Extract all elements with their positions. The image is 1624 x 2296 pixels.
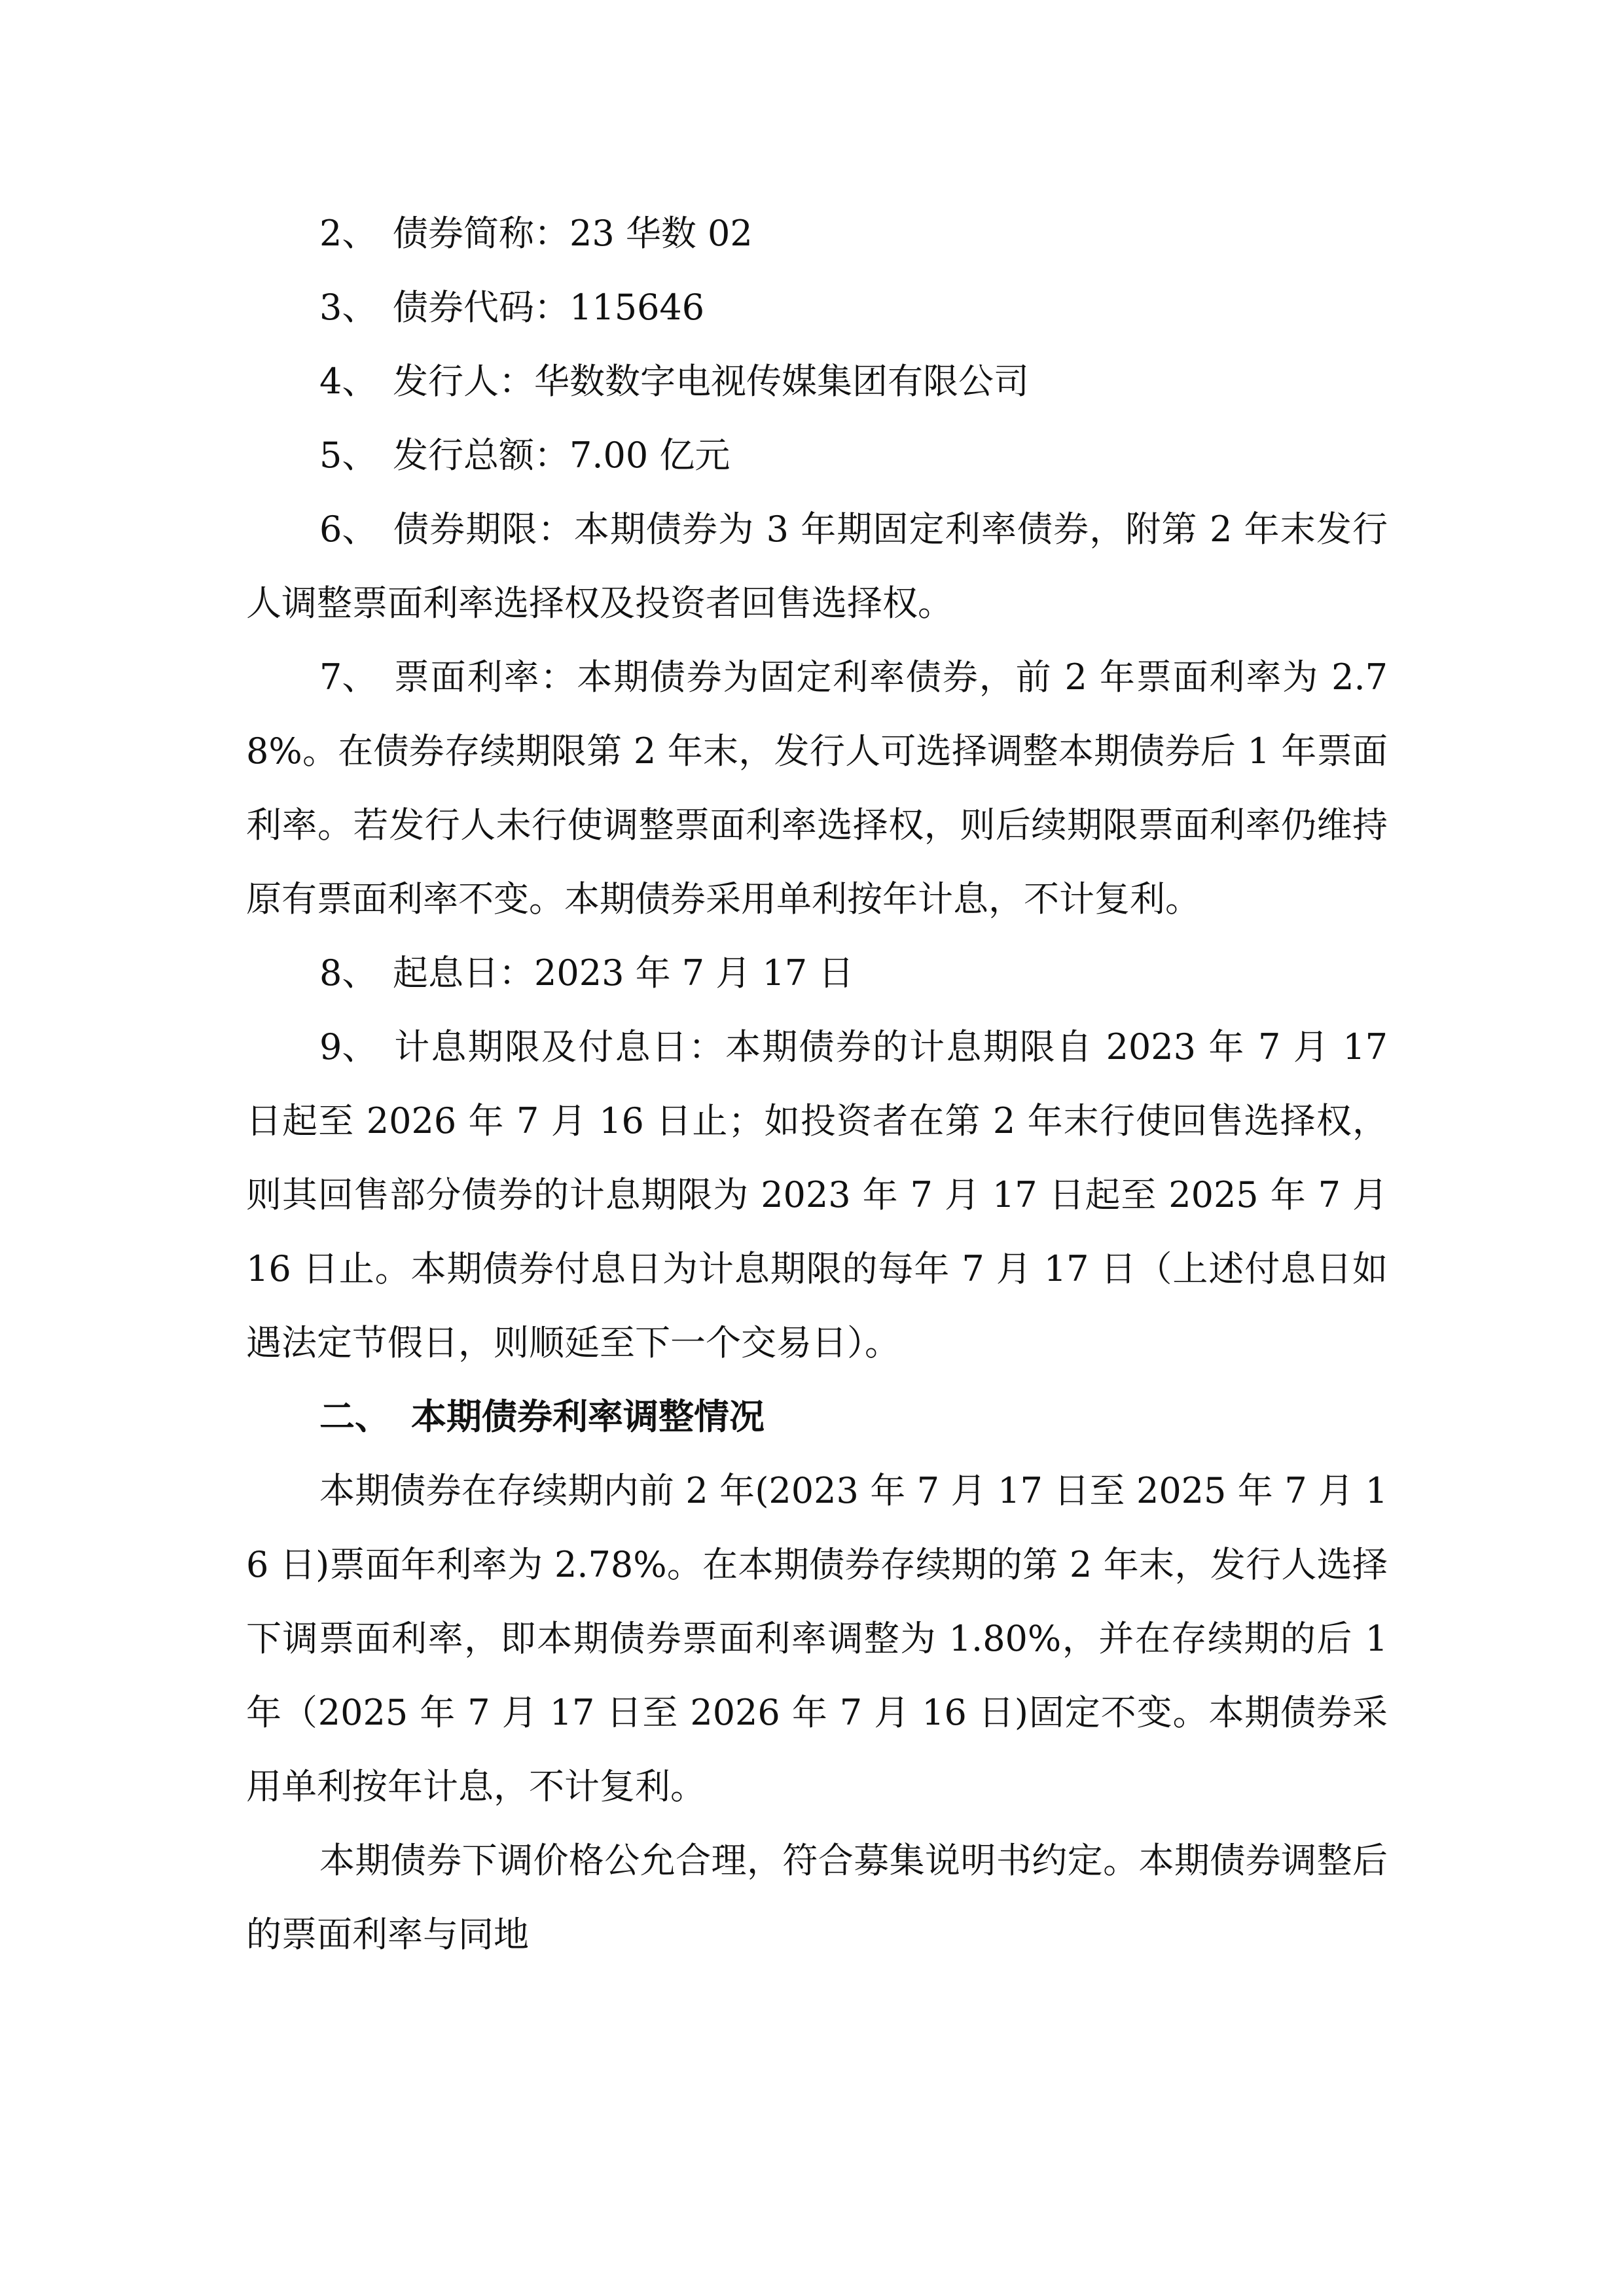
list-item-bond-abbreviation [246,196,1388,270]
list-item-number: 5、 [319,435,378,476]
list-item-number: 2、 [319,213,378,254]
list-item-issue-amount [246,418,1388,492]
list-item-text: 起息日：2023 年 7 月 17 日 [393,952,854,994]
section-heading [246,1380,1388,1454]
list-item-issuer [246,344,1388,418]
list-item-bond-term [246,492,1388,640]
list-item-number: 6、 [319,509,378,550]
list-item-value-date [246,936,1388,1010]
body-paragraph-fairness: 本期债券下调价格公允合理，符合募集说明书约定。本期债券调整后的票面利率与同地 [246,1840,1388,1955]
section-title: 本期债券利率调整情况 [411,1396,765,1437]
document-body [246,196,1388,1971]
section-number: 二、 [319,1396,390,1437]
list-item-text: 计息期限及付息日：本期债券的计息期限自 2023 年 7 月 17 日起至 2026 年 7 月 16 日止；如投资者在第 2 年末行使回售选择权，则其回售部分债券的计息期限为 2023 年 7 月 17 日起至 2025 年 7 月 16 日止。本期债券付息日为计息期限的每年 7 月 17 日（上述付息日如遇法定节假日，则顺延至下一个交易日）。 [246,1026,1388,1363]
list-item-number: 8、 [319,952,378,994]
list-item-number: 7、 [319,656,378,698]
body-paragraph-rate-adjustment: 本期债券在存续期内前 2 年(2023 年 7 月 17 日至 2025 年 7 月 16 日)票面年利率为 2.78%。在本期债券存续期的第 2 年末，发行人选择下调票面利率，即本期债券票面利率调整为 1.80%，并在存续期的后 1 年（2025 年 7 月 17 日至 2026 年 7 月 16 日)固定不变。本期债券采用单利按年计息，不计复利。 [246,1470,1388,1807]
list-item-text: 债券简称：23 华数 02 [393,213,753,254]
list-item-bond-code [246,270,1388,344]
list-item-number: 3、 [319,287,378,328]
list-item-text: 发行总额：7.00 亿元 [393,435,731,476]
list-item-number: 9、 [319,1026,378,1067]
list-item-text: 债券期限：本期债券为 3 年期固定利率债券，附第 2 年末发行人调整票面利率选择权及投资者回售选择权。 [246,509,1388,624]
list-item-number: 4、 [319,361,378,402]
list-item-text: 发行人：华数数字电视传媒集团有限公司 [393,361,1029,402]
list-item-text: 票面利率：本期债券为固定利率债券，前 2 年票面利率为 2.78%。在债券存续期限第 2 年末，发行人可选择调整本期债券后 1 年票面利率。若发行人未行使调整票面利率选择权，则后续期限票面利率仍维持原有票面利率不变。本期债券采用单利按年计息，不计复利。 [246,656,1388,920]
list-item-interest-period [246,1010,1388,1380]
list-item-coupon-rate [246,640,1388,936]
list-item-text: 债券代码：115646 [393,287,705,328]
